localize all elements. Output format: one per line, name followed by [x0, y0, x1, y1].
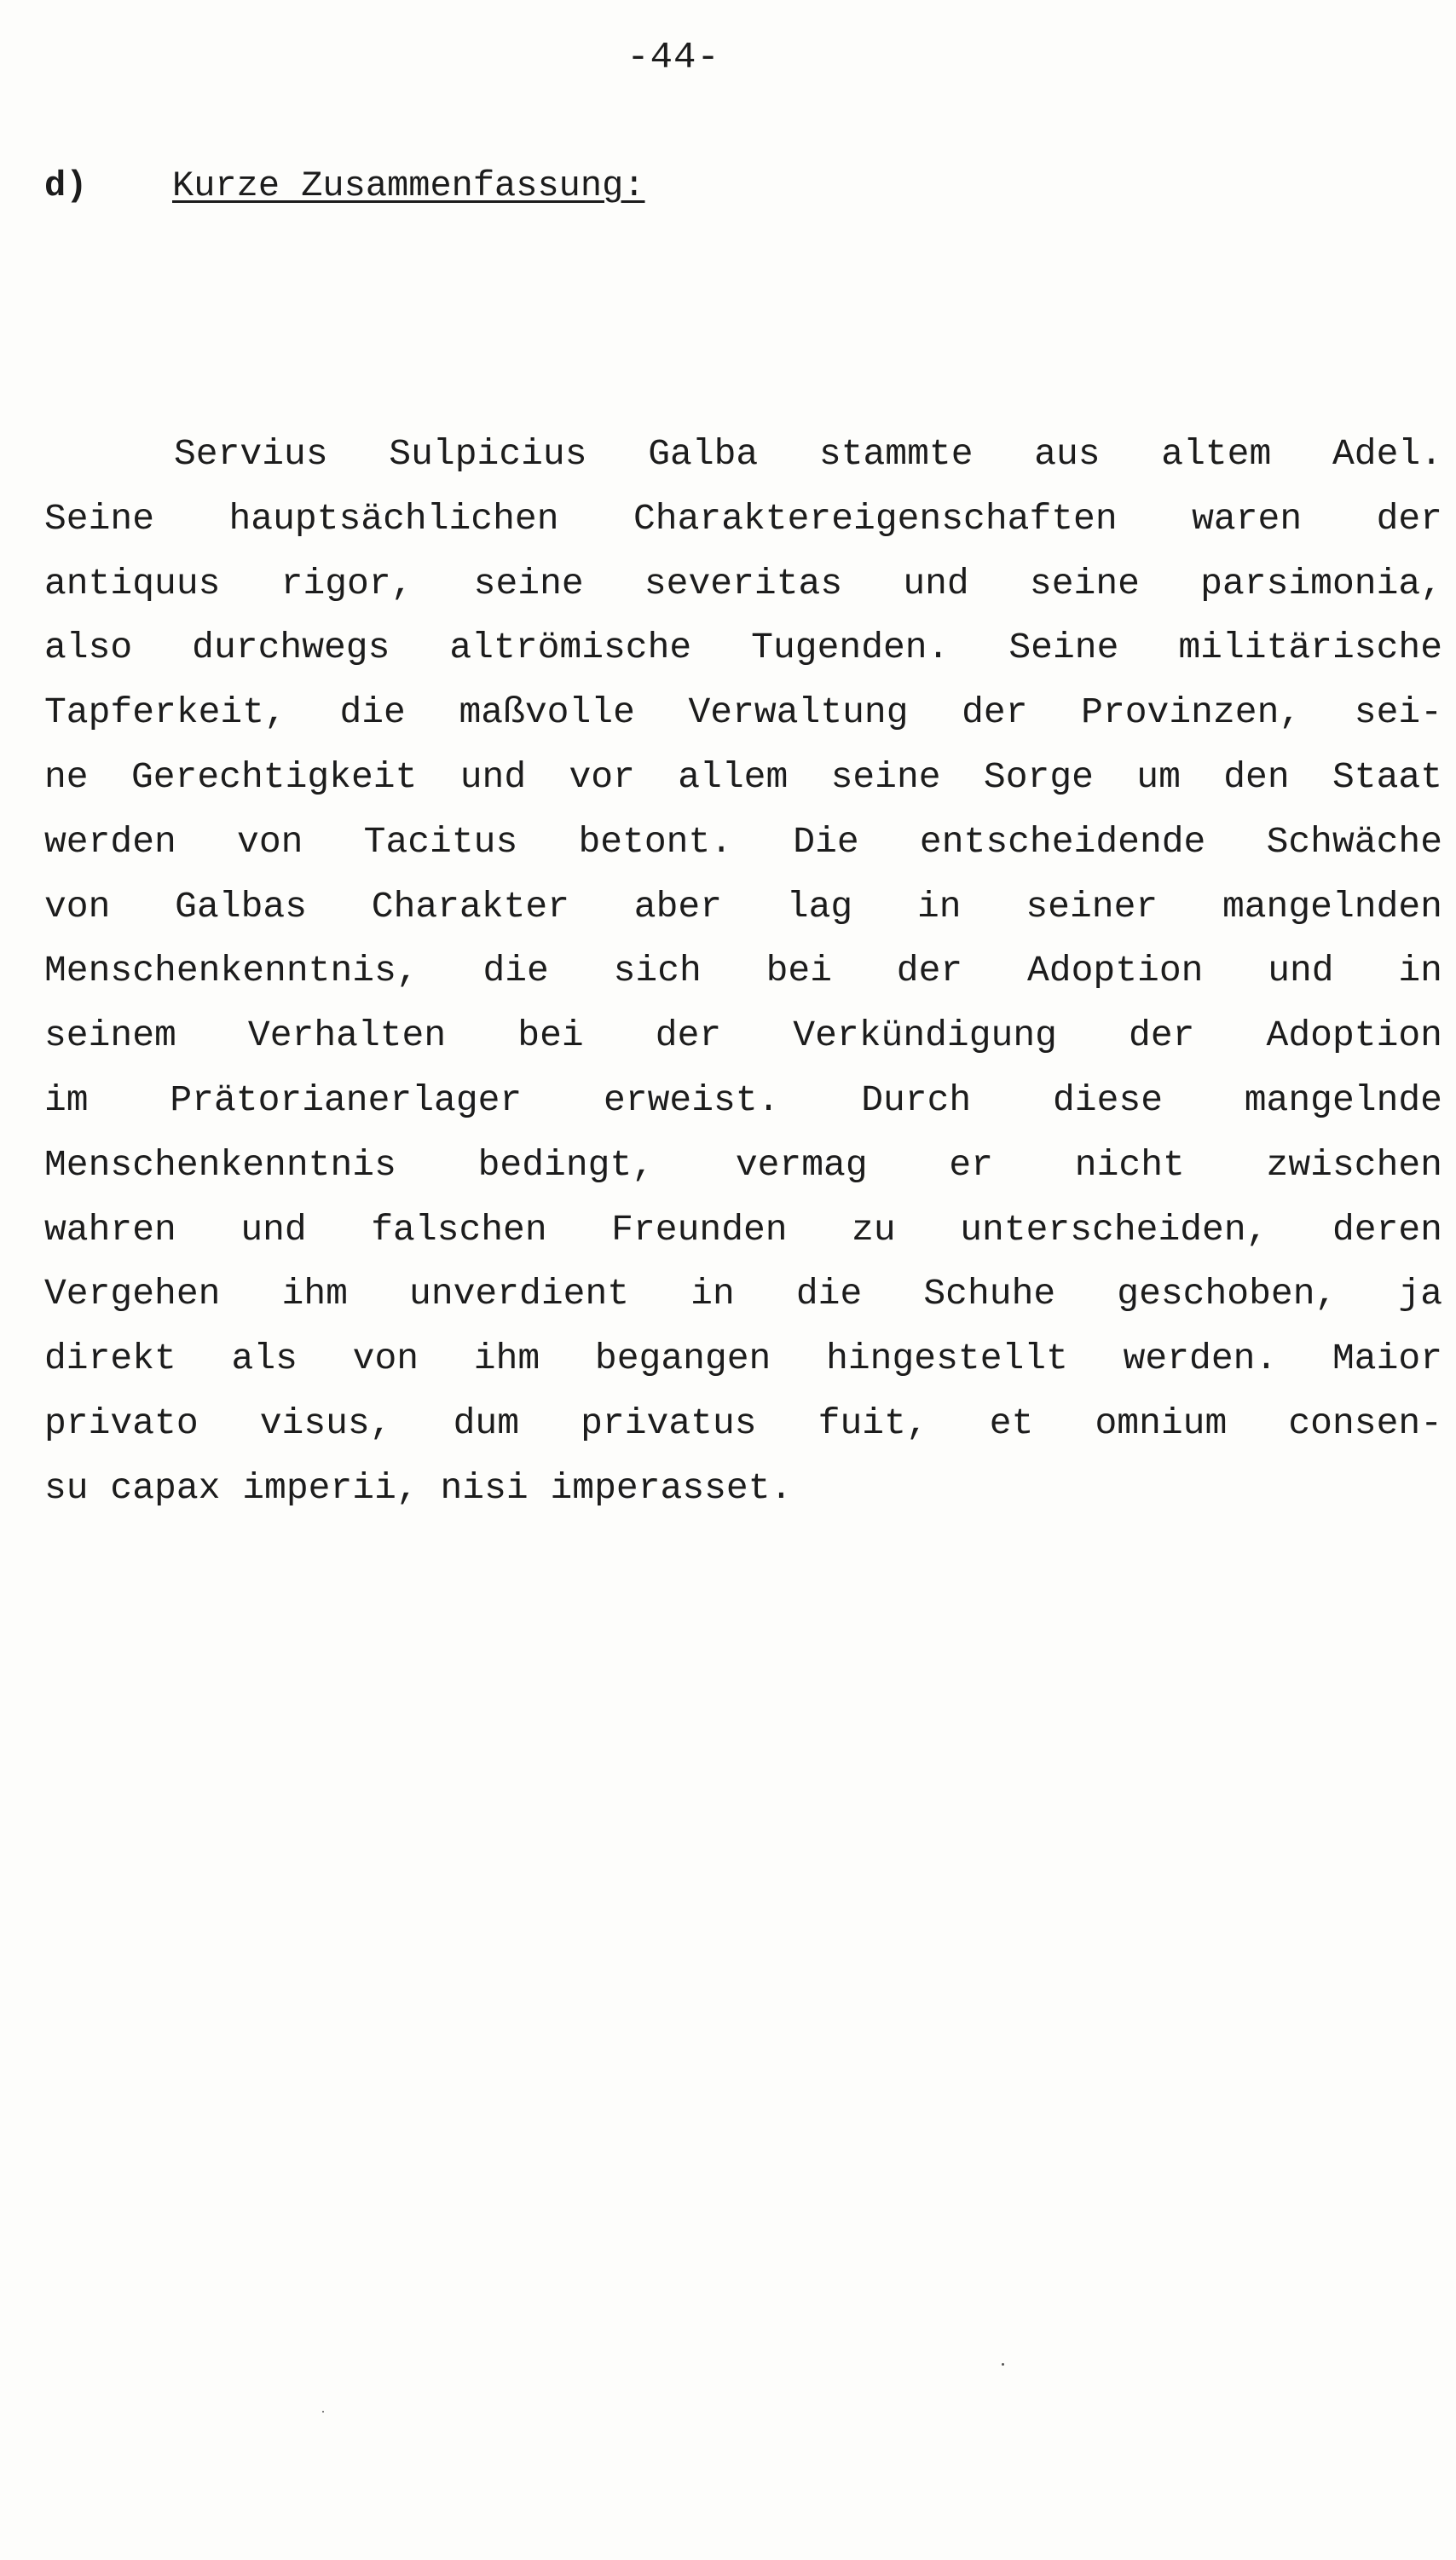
paragraph-line: Seine hauptsächlichen Charaktereigenschaften waren der	[44, 497, 1442, 540]
summary-paragraph	[44, 422, 1442, 1521]
paragraph-line: ne Gerechtigkeit und vor allem seine Sorge um den Staat	[44, 755, 1442, 798]
paragraph-line: werden von Tacitus betont. Die entscheidende Schwäche	[44, 820, 1442, 863]
paragraph-line: Menschenkenntnis, die sich bei der Adoption und in	[44, 950, 1442, 992]
paragraph-line: Menschenkenntnis bedingt, vermag er nicht zwischen	[44, 1143, 1442, 1186]
paragraph-line: wahren und falschen Freunden zu unterscheiden, deren	[44, 1208, 1442, 1251]
paragraph-line: also durchwegs altrömische Tugenden. Seine militärische	[44, 627, 1442, 669]
section-letter: d)	[44, 165, 88, 206]
scan-speck	[322, 2411, 324, 2413]
paragraph-line: von Galbas Charakter aber lag in seiner mangelnden	[44, 885, 1442, 927]
section-title: Kurze Zusammenfassung:	[172, 165, 645, 206]
scan-speck	[1002, 2363, 1004, 2366]
paragraph-line: Servius Sulpicius Galba stammte aus altem Adel.	[174, 433, 1442, 475]
paragraph-line: seinem Verhalten bei der Verkündigung der Adoption	[44, 1014, 1442, 1057]
section-heading	[44, 162, 645, 210]
paragraph-line: antiquus rigor, seine severitas und seine parsimonia,	[44, 562, 1442, 604]
paragraph-line: Tapferkeit, die maßvolle Verwaltung der Provinzen, sei-	[44, 691, 1442, 734]
page-number: -44-	[627, 37, 720, 79]
paragraph-line: im Prätorianerlager erweist. Durch diese mangelnde	[44, 1078, 1442, 1121]
paragraph-line: Vergehen ihm unverdient in die Schuhe geschoben, ja	[44, 1273, 1442, 1315]
paragraph-line: direkt als von ihm begangen hingestellt werden. Maior	[44, 1338, 1442, 1380]
paragraph-line: privato visus, dum privatus fuit, et omnium consen-	[44, 1401, 1442, 1444]
paragraph-line: su capax imperii, nisi imperasset.	[44, 1466, 793, 1509]
